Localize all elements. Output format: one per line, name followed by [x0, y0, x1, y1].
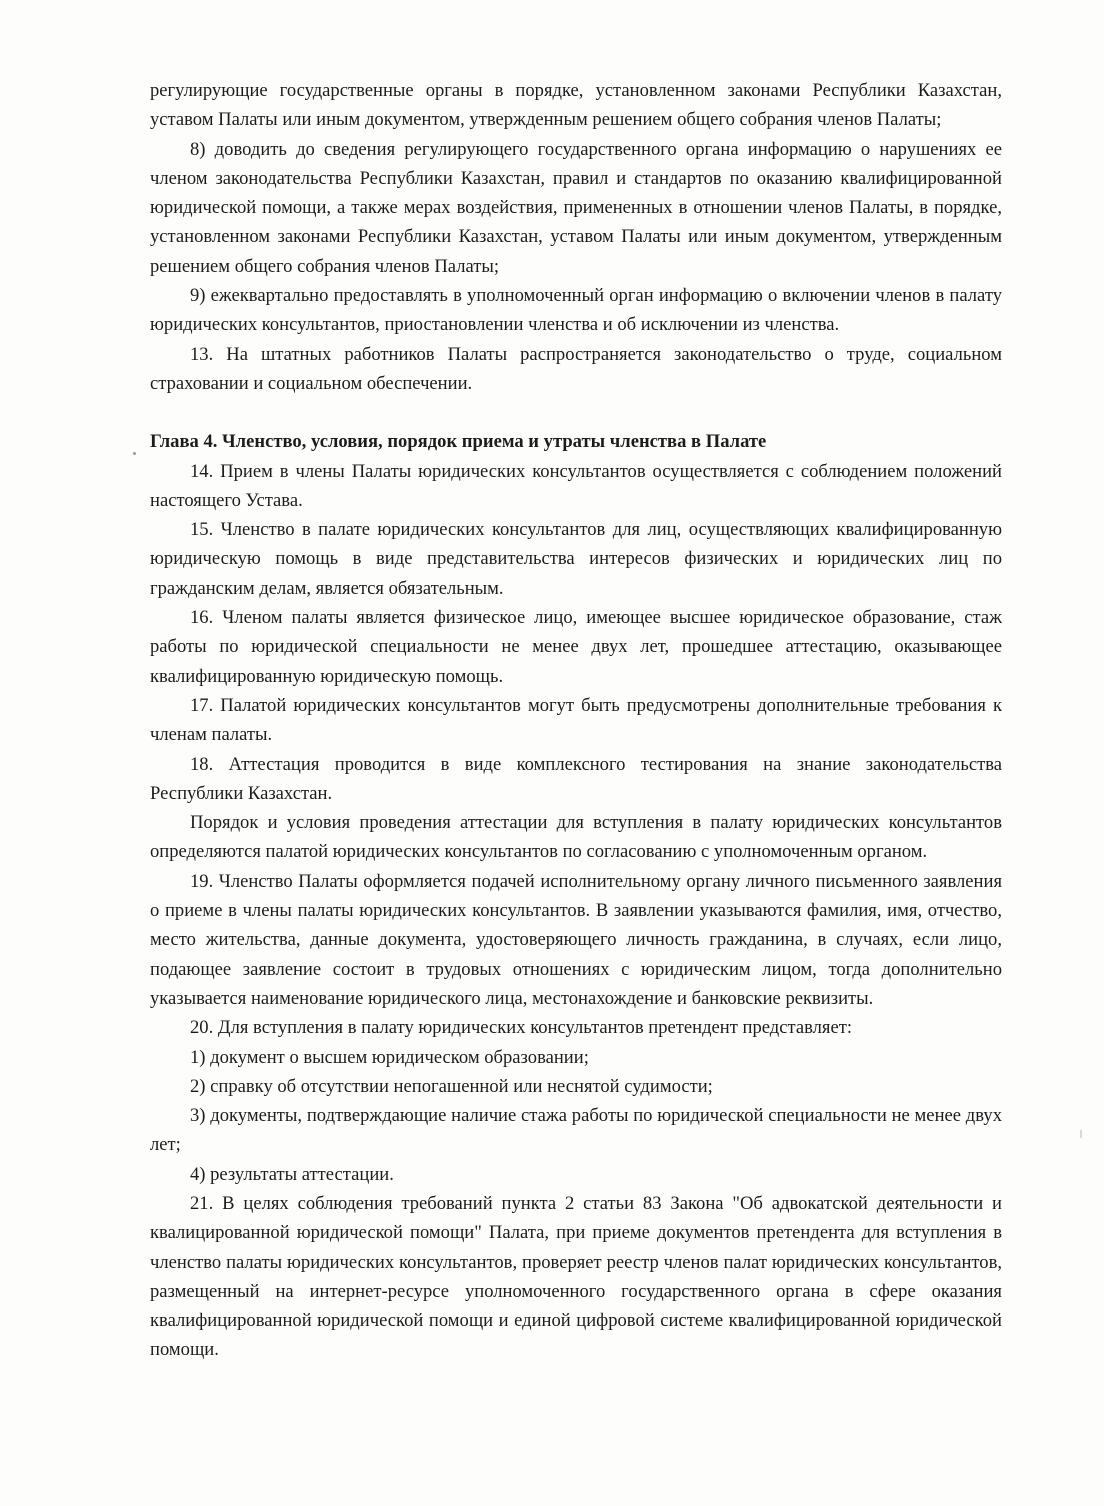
paragraph-17: 17. Палатой юридических консультантов могут быть предусмотрены дополнительные требования к членам палаты. [150, 694, 1002, 746]
list-item-3: 3) документы, подтверждающие наличие стажа работы по юридической специальности не менее двух лет; [150, 1105, 1002, 1156]
paragraph-18-procedure: Порядок и условия проведения аттестации для вступления в палату юридических консультантов определяются палатой юридических консультантов по согласованию с уполномоченным органом. [150, 812, 1002, 863]
paragraph-14: 14. Прием в члены Палаты юридических консультантов осуществляется с соблюдением положений настоящего Устава. [150, 460, 1002, 511]
list-item-4: 4) результаты аттестации. [190, 1163, 394, 1185]
paragraph-20: 20. Для вступления в палату юридических консультантов претендент представляет: [190, 1017, 852, 1039]
paragraph-13: 13. На штатных работников Палаты распространяется законодательство о труде, социальном страховании и социальном обеспечении. [150, 343, 1002, 394]
paragraph-19: 19. Членство Палаты оформляется подачей исполнительному органу личного письменного заявления о приеме в члены палаты юридических консультантов. В заявлении указываются фамилия, имя, отчество, место жительства, данные документа, удостоверяющего личность гражданина, в случаях, если лицо, подающее заявление состоит в трудовых отношениях с юридическим лицом, тогда дополнительно указывается наименование юридического лица, местонахождение и банковские реквизиты. [150, 870, 1002, 1009]
paragraph-18: 18. Аттестация проводится в виде комплексного тестирования на знание законодательства Республики Казахстан. [150, 753, 1002, 804]
paragraph-15: 15. Членство в палате юридических консультантов для лиц, осуществляющих квалифицированную юридическую помощь в виде представительства интересов физических и юридических лиц по гражданским делам, является обязательным. [150, 519, 1002, 599]
paragraph-item-8: 8) доводить до сведения регулирующего государственного органа информацию о нарушениях ее членом законодательства Республики Казахстан, правил и стандартов по оказанию квалифицированной юридической помощи, а также мерах воздействия, примененных в отношении членов Палаты, в порядке, установленном законами Республики Казахстан, уставом Палаты или иным документом, утвержденным решением общего собрания членов Палаты; [150, 138, 1002, 277]
list-item-2: 2) справку об отсутствии непогашенной или неснятой судимости; [190, 1075, 713, 1097]
paragraph-21: 21. В целях соблюдения требований пункта 2 статьи 83 Закона "Об адвокатской деятельности и квалицированной юридической помощи" Палата, при приеме документов претендента для вступления в членство палаты юридических консультантов, проверяет реестр членов палат юридических консультантов, размещенный на интернет-ресурсе уполномоченного государственного органа в сфере оказания квалифицированной юридической помощи и единой цифровой системе квалифицированной юридической помощи. [150, 1192, 1002, 1361]
document-body [150, 76, 1002, 1365]
scan-artifact-dot [133, 452, 136, 455]
scan-artifact-mark [1080, 1130, 1082, 1138]
paragraph-item-9: 9) ежеквартально предоставлять в уполномоченный орган информацию о включении членов в палату юридических консультантов, приостановлении членства и об исключении из членства. [150, 285, 1002, 336]
list-item-1: 1) документ о высшем юридическом образовании; [190, 1046, 589, 1068]
paragraph-continuation: регулирующие государственные органы в порядке, установленном законами Республики Казахстан, уставом Палаты или иным документом, утвержденным решением общего собрания членов Палаты; [150, 80, 1002, 131]
chapter-heading: Глава 4. Членство, условия, порядок приема и утраты членства в Палате [150, 431, 767, 453]
paragraph-16: 16. Членом палаты является физическое лицо, имеющее высшее юридическое образование, стаж работы по юридической специальности не менее двух лет, прошедшее аттестацию, оказывающее квалифицированную юридическую помощь. [150, 607, 1002, 687]
